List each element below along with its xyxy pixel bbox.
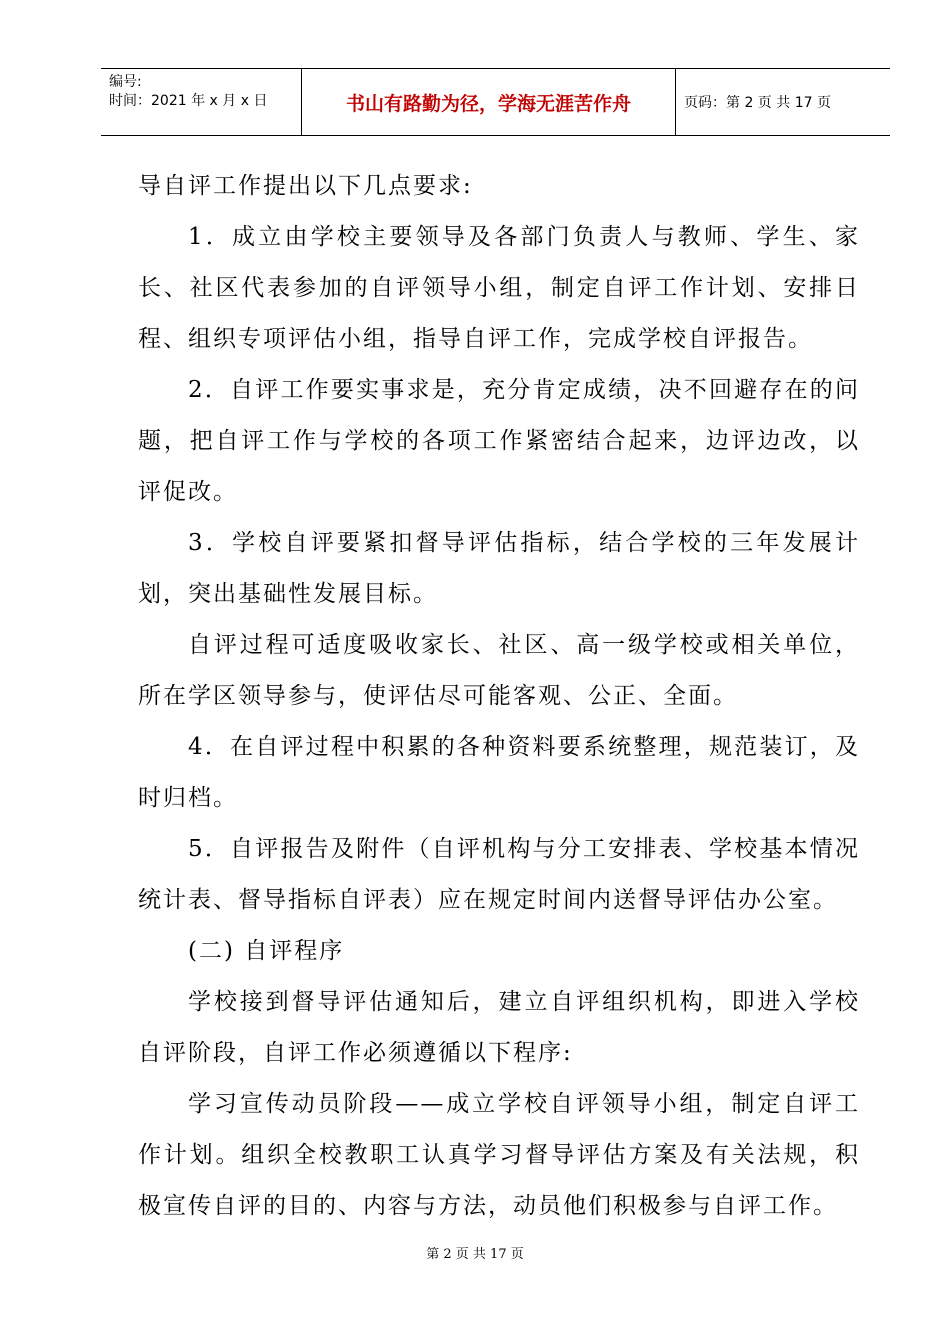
paragraph: 学校接到督导评估通知后，建立自评组织机构，即进入学校自评阶段，自评工作必须遵循以下程序: [138,989,860,1066]
header-motto: 书山有路勤为径，学海无涯苦作舟 [302,69,676,135]
header-meta [101,69,302,135]
paragraph: 4．在自评过程中积累的各种资料要系统整理，规范装订，及时归档。 [138,734,860,811]
paragraph: 1．成立由学校主要领导及各部门负责人与教师、学生、家长、社区代表参加的自评领导小组，制定自评工作计划、安排日程、组织专项评估小组，指导自评工作，完成学校自评报告。 [138,224,860,352]
paragraph: 2．自评工作要实事求是，充分肯定成绩，决不回避存在的问题，把自评工作与学校的各项工作紧密结合起来，边评边改，以评促改。 [138,377,860,505]
paragraph: 导自评工作提出以下几点要求: [138,173,473,199]
section-heading: (二) 自评程序 [188,938,345,964]
page-footer: 第 2 页 共 17 页 [426,1247,524,1262]
paragraph: 学习宣传动员阶段——成立学校自评领导小组，制定自评工作计划。组织全校教职工认真学习督导评估方案及有关法规，积极宣传自评的目的、内容与方法，动员他们积极参与自评工作。 [138,1091,860,1219]
paragraph: 自评过程可适度吸收家长、社区、高一级学校或相关单位，所在学区领导参与，使评估尽可能客观、公正、全面。 [138,632,860,709]
page-header [101,68,890,136]
number-label: 编号: [109,74,142,90]
paragraph: 3．学校自评要紧扣督导评估指标，结合学校的三年发展计划，突出基础性发展目标。 [138,530,860,607]
paragraph: 5．自评报告及附件（自评机构与分工安排表、学校基本情况统计表、督导指标自评表）应在规定时间内送督导评估办公室。 [138,836,860,913]
header-page-label: 页码：第 2 页 共 17 页 [684,95,831,111]
time-label: 时间：2021 年 x 月 x 日 [109,93,268,109]
document-body [138,161,860,1232]
